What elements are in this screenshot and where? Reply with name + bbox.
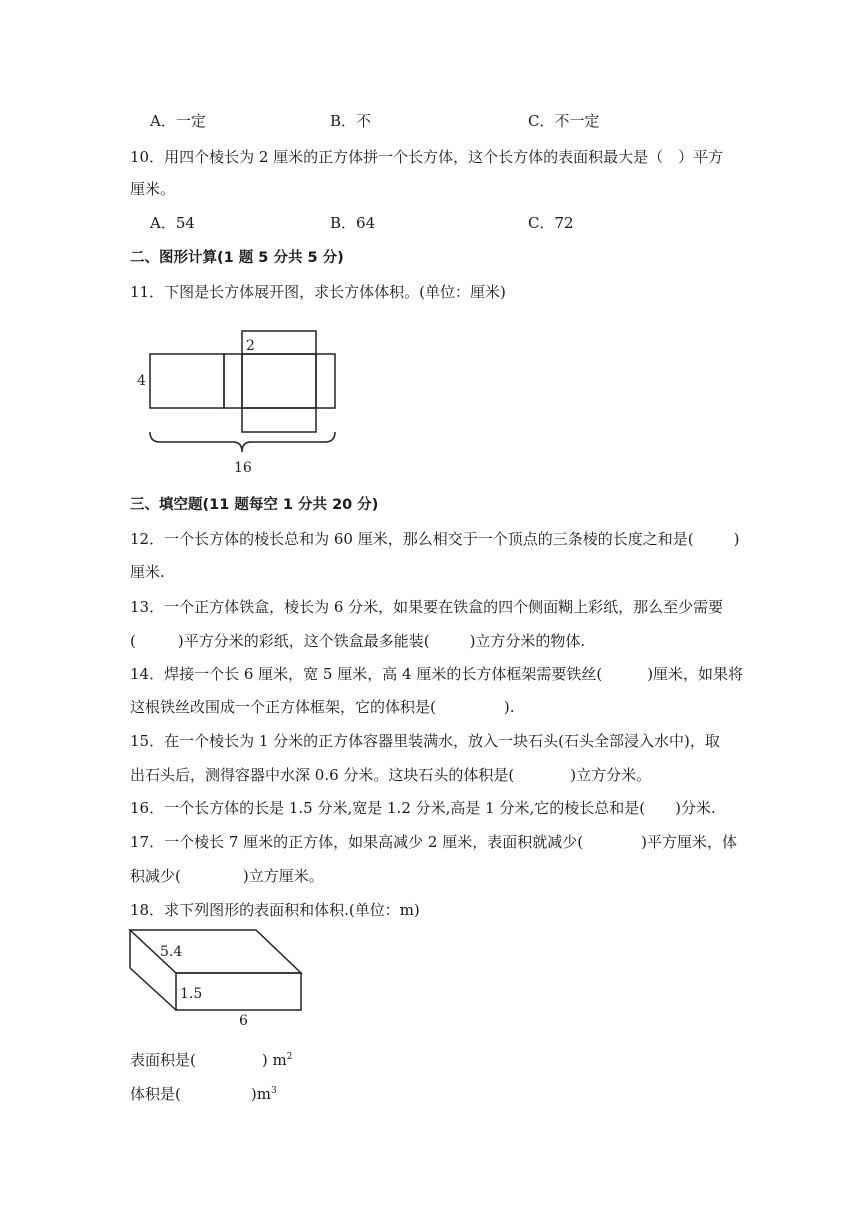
q17-line1: 17．一个棱长 7 厘米的正方体，如果高减少 2 厘米，表面积就减少( )平方厘米，体 <box>130 833 737 851</box>
cuboid-top-face <box>130 930 301 973</box>
q13-line2: ( )平方分米的彩纸，这个铁盒最多能装( )立方分米的物体. <box>130 632 586 650</box>
q9-option-c: C．不一定 <box>528 112 600 130</box>
q11-text: 11．下图是长方体展开图，求长方体体积。(单位：厘米) <box>130 283 506 301</box>
section3-title: 三、填空题(11 题每空 1 分共 20 分) <box>130 497 379 513</box>
q12-text: 12．一个长方体的棱长总和为 60 厘米，那么相交于一个顶点的三条棱的长度之和是( <box>130 530 694 548</box>
net-label-left: 4 <box>137 373 146 389</box>
q14-line2: 这根铁丝改围成一个正方体框架，它的体积是( ). <box>130 698 515 716</box>
q10-option-c: C．72 <box>528 214 574 232</box>
q9-option-a: A．一定 <box>150 112 206 130</box>
q10-line1: 10．用四个棱长为 2 厘米的正方体拼一个长方体，这个长方体的表面积最大是（ ）平方 <box>130 148 724 166</box>
q18-surface-line: 表面积是( ) $m^2$ <box>130 1051 293 1069</box>
net-label-top: 2 <box>246 338 255 354</box>
q14-line1: 14．焊接一个长 6 厘米，宽 5 厘米，高 4 厘米的长方体框架需要铁丝( )厘米，如果将 <box>130 665 744 683</box>
cuboid-label-length: 6 <box>239 1013 248 1029</box>
q18-text: 18．求下列图形的表面积和体积.(单位：m) <box>130 901 420 919</box>
q15-line1: 15．在一个棱长为 1 分米的正方体容器里装满水，放入一块石头(石头全部浸入水中)，取 <box>130 732 720 750</box>
q17-line2: 积减少( )立方厘米。 <box>130 867 324 885</box>
q10-option-b: B．64 <box>330 214 376 232</box>
cuboid-label-width: 5.4 <box>160 944 183 960</box>
q12-line1: 12．一个长方体的棱长总和为 60 厘米，那么相交于一个顶点的三条棱的长度之和是( ) <box>130 530 740 548</box>
cuboid-bottom-left-edge <box>130 968 176 1010</box>
net-label-bottom: 16 <box>234 460 252 476</box>
q9-option-b: B．不 <box>330 112 372 130</box>
q18-volume-line: 体积是( )$m^3$ <box>130 1085 277 1103</box>
q15-line2: 出石头后，测得容器中水深 0.6 分米。这块石头的体积是( )立方分米。 <box>130 766 652 784</box>
cuboid-label-height: 1.5 <box>180 986 203 1002</box>
section2-title: 二、图形计算(1 题 5 分共 5 分) <box>130 250 344 266</box>
q16-line: 16．一个长方体的长是 1.5 分米,宽是 1.2 分米,高是 1 分米,它的棱长总和是( )分米. <box>130 799 716 817</box>
q10-line2: 厘米。 <box>130 180 176 198</box>
q12-line2: 厘米. <box>130 563 165 581</box>
q13-line1: 13．一个正方体铁盒，棱长为 6 分米，如果要在铁盒的四个侧面糊上彩纸，那么至少需要 <box>130 598 724 616</box>
q10-option-a: A．54 <box>150 214 195 232</box>
